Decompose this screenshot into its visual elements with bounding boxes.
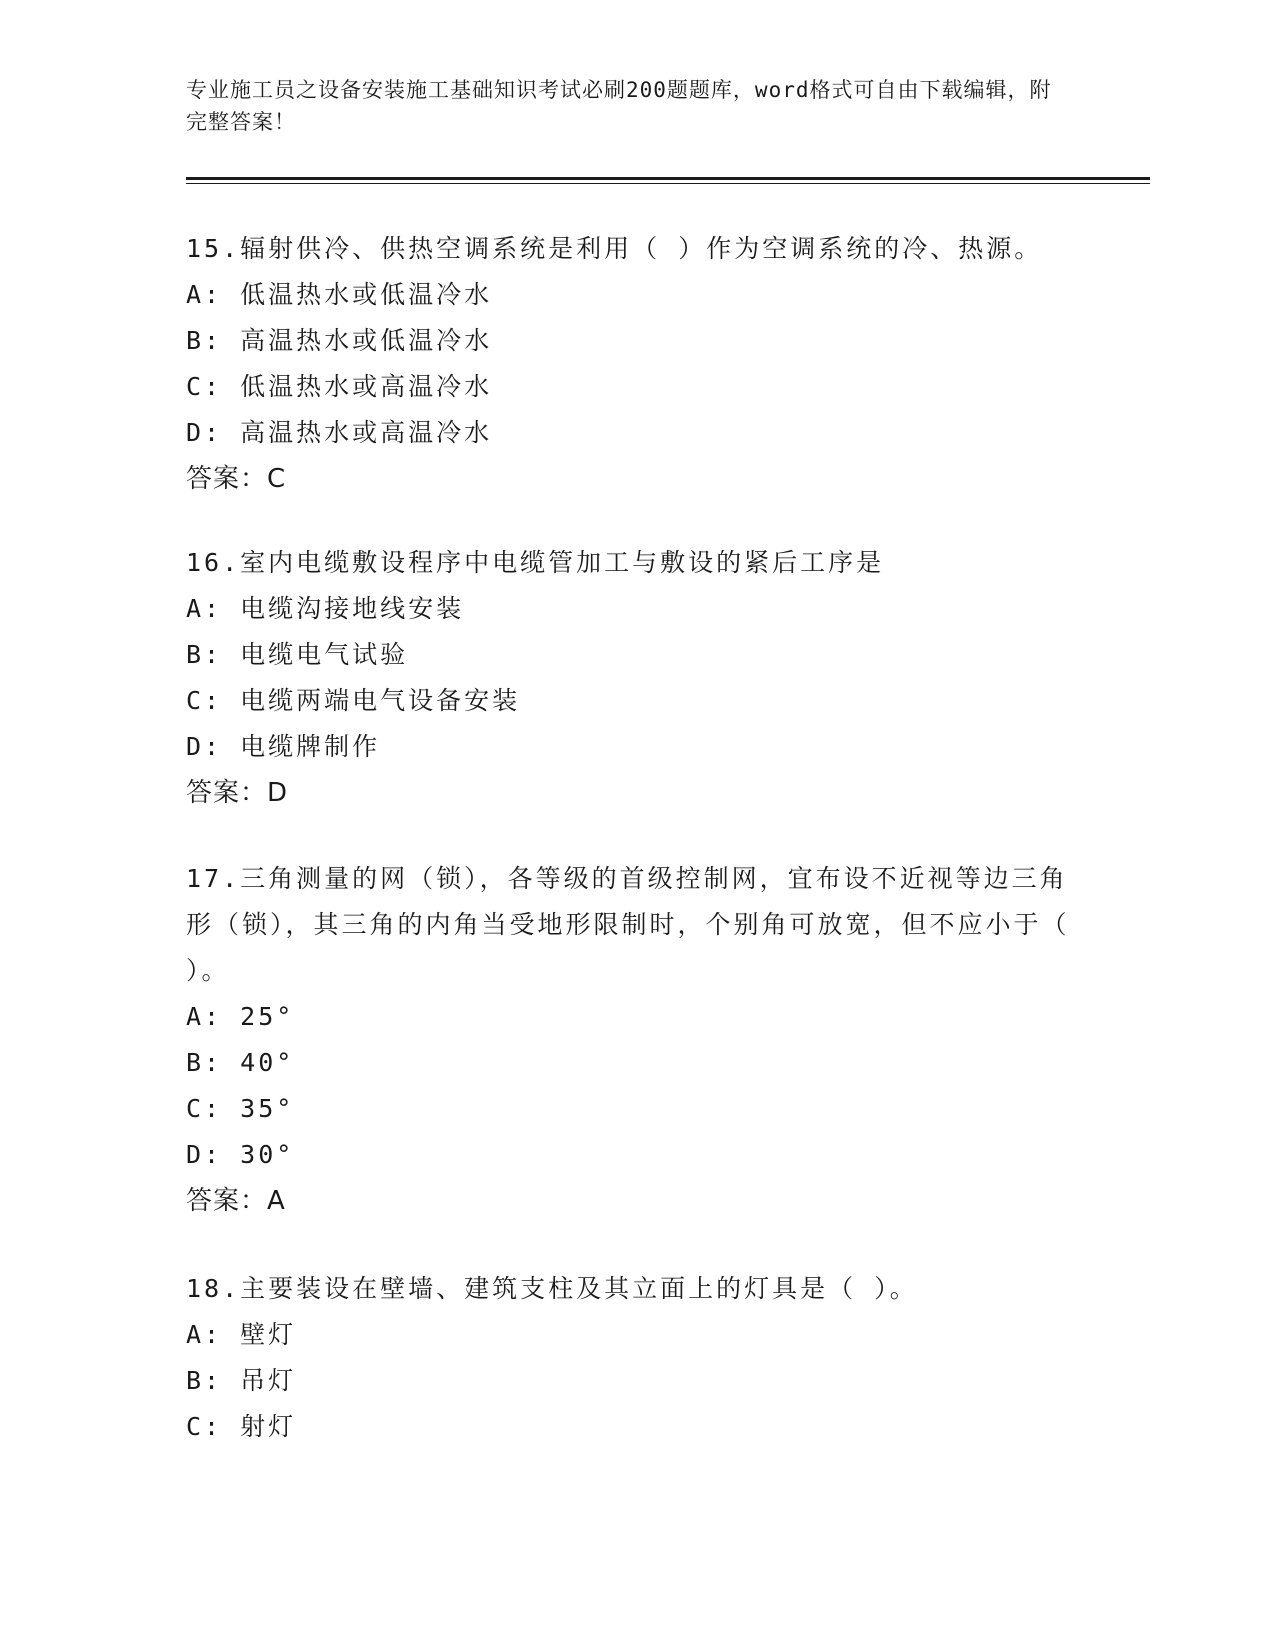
option-a: A: 电缆沟接地线安装 <box>186 594 465 623</box>
question-stem: 17.三角测量的网（锁），各等级的首级控制网，宜布设不近视等边三角形（锁），其三角的内角当受地形限制时，个别角可放宽，但不应小于（ ）。 <box>186 864 1070 985</box>
question-16 <box>186 540 1086 816</box>
question-18 <box>186 1266 1086 1450</box>
option-d: D: 30° <box>186 1140 295 1169</box>
question-stem: 18.主要装设在壁墙、建筑支柱及其立面上的灯具是（ ）。 <box>186 1274 918 1303</box>
question-stem: 16.室内电缆敷设程序中电缆管加工与敷设的紧后工序是 <box>186 548 885 577</box>
option-a: A: 25° <box>186 1002 295 1031</box>
header-divider-thin <box>186 183 1150 184</box>
option-c: C: 低温热水或高温冷水 <box>186 372 493 401</box>
header-divider-thick <box>186 177 1150 180</box>
option-d: D: 高温热水或高温冷水 <box>186 418 493 447</box>
option-c: C: 射灯 <box>186 1412 297 1441</box>
option-c: C: 35° <box>186 1094 295 1123</box>
answer-line: 答案：A <box>186 1186 286 1216</box>
option-a: A: 低温热水或低温冷水 <box>186 280 493 309</box>
question-15 <box>186 226 1086 502</box>
question-17 <box>186 856 1086 1224</box>
answer-line: 答案：C <box>186 464 287 494</box>
answer-line: 答案：D <box>186 778 289 808</box>
option-b: B: 电缆电气试验 <box>186 640 409 669</box>
option-c: C: 电缆两端电气设备安装 <box>186 686 521 715</box>
option-b: B: 吊灯 <box>186 1366 297 1395</box>
document-intro: 专业施工员之设备安装施工基础知识考试必刷200题题库，word格式可自由下载编辑，附完整答案！ <box>186 78 1052 134</box>
option-a: A: 壁灯 <box>186 1320 297 1349</box>
option-d: D: 电缆牌制作 <box>186 732 381 761</box>
option-b: B: 高温热水或低温冷水 <box>186 326 493 355</box>
option-b: B: 40° <box>186 1048 295 1077</box>
question-stem: 15.辐射供冷、供热空调系统是利用（ ）作为空调系统的冷、热源。 <box>186 234 1043 263</box>
